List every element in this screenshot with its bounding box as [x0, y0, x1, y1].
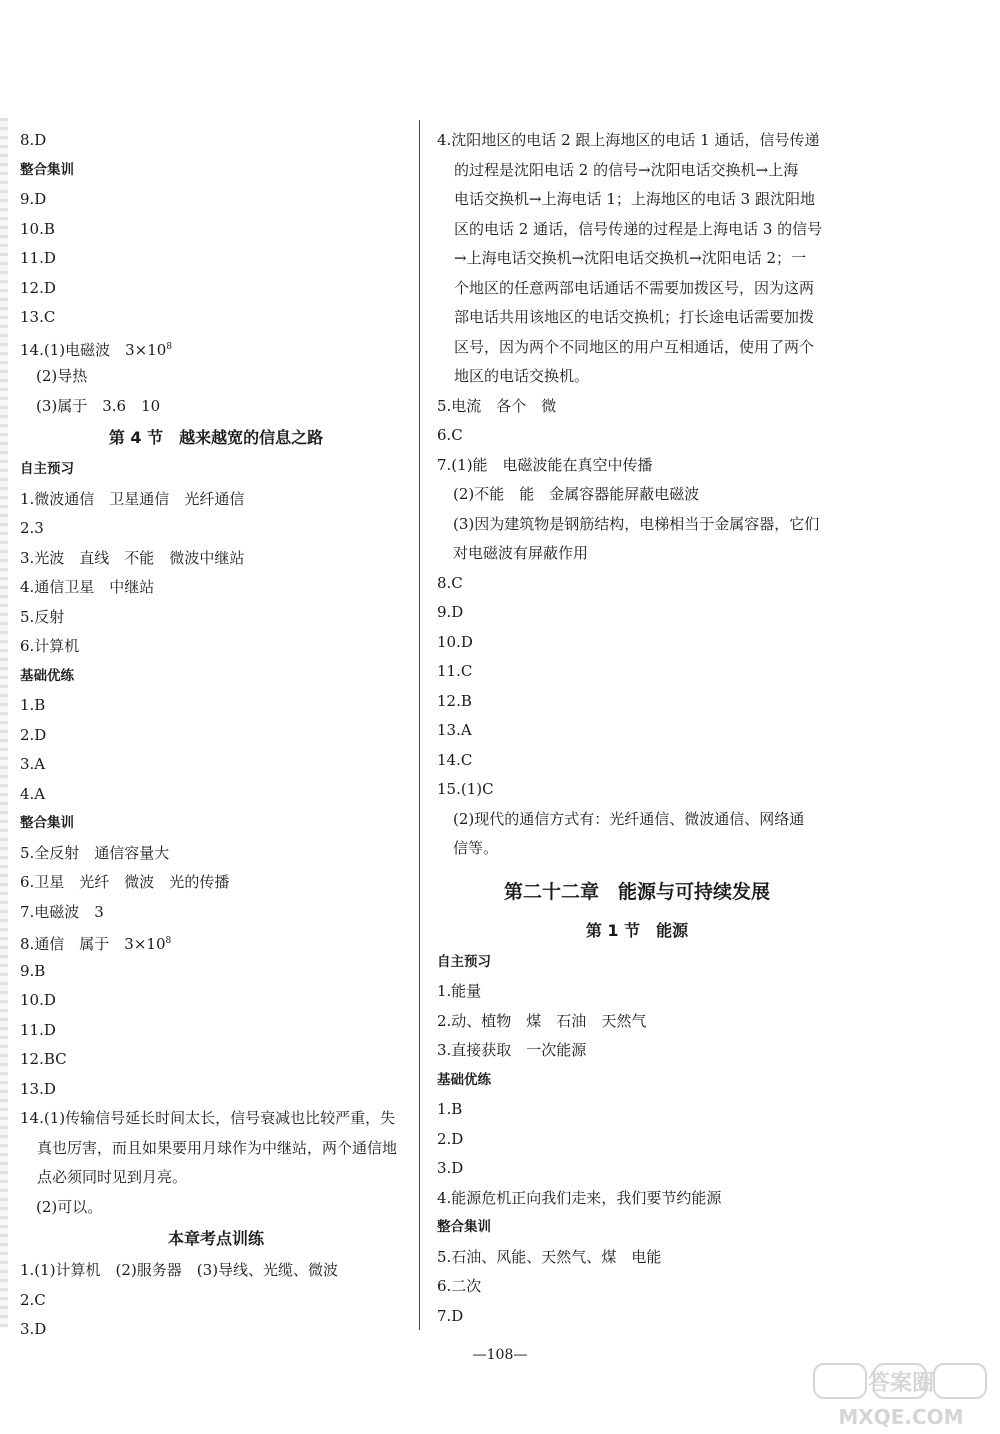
answer-line: (2)不能 能 金属容器能屏蔽电磁波	[453, 485, 700, 503]
chapter-title: 第二十二章 能源与可持续发展	[503, 880, 770, 903]
answer-line: 2.D	[20, 725, 47, 744]
answer-line: 5.电流 各个 微	[437, 396, 557, 415]
answer-line: 8.通信 属于 $3\times 10^8$	[20, 935, 172, 953]
answer-line: 1.B	[20, 696, 46, 714]
answer-line: 点必须同时见到月亮。	[37, 1168, 188, 1186]
answer-line: 1.B	[437, 1100, 463, 1118]
answer-line: 13.A	[437, 721, 472, 739]
answer-line: 2.3	[20, 519, 44, 537]
answer-line: 3.A	[20, 755, 46, 773]
answer-line: 3.光波 直线 不能 微波中继站	[20, 548, 245, 567]
answer-line: (3)因为建筑物是钢筋结构，电梯相当于金属容器，它们	[453, 514, 820, 533]
answer-line: 真也厉害，而且如果要用月球作为中继站，两个通信地	[37, 1138, 398, 1157]
answer-line: (2)现代的通信方式有：光纤通信、微波通信、网络通	[453, 809, 805, 828]
answer-line: 4.能源危机正向我们走来，我们要节约能源	[437, 1188, 722, 1207]
answer-line: 10.D	[437, 632, 473, 651]
answer-line: 11.D	[20, 249, 56, 267]
answer-line: 区号，因为两个不同地区的用户互相通话，使用了两个	[454, 337, 815, 356]
answer-line: 15.(1)C	[437, 780, 494, 798]
answer-line: (2)导热	[36, 367, 88, 385]
watermark-top: 答案圈	[867, 1371, 935, 1396]
answer-line: 5.全反射 通信容量大	[20, 843, 170, 862]
answer-line: 个地区的任意两部电话通话不需要加拨区号，因为这两	[454, 278, 815, 297]
answer-line: 6.二次	[437, 1277, 482, 1295]
answer-line: 7.D	[437, 1306, 464, 1325]
answer-line: 8.D	[20, 131, 47, 149]
answer-line: 14.(1)电磁波 $3\times 10^8$	[20, 340, 173, 359]
answer-line: 2.C	[20, 1290, 46, 1309]
answer-line: 13.D	[20, 1079, 56, 1098]
answer-line: 4.A	[20, 784, 46, 803]
watermark-bottom: MXQE.COM	[838, 1405, 964, 1429]
section-title: 第 4 节 越来越宽的信息之路	[108, 428, 324, 447]
answer-line: 对电磁波有屏蔽作用	[453, 544, 589, 562]
answer-line: 9.D	[20, 190, 47, 208]
answer-line: 14.(1)传输信号延长时间太长，信号衰减也比较严重，失	[20, 1109, 396, 1127]
answer-line: 电话交换机→上海电话 1；上海地区的电话 3 跟沈阳地	[454, 190, 815, 208]
column-divider	[419, 120, 420, 1330]
page-number: —108—	[472, 1347, 528, 1363]
answer-line: 1.(1)计算机 (2)服务器 (3)导线、光缆、微波	[20, 1261, 339, 1279]
answer-line: 9.B	[20, 961, 46, 980]
answer-line: 4.沈阳地区的电话 2 跟上海地区的电话 1 通话，信号传递	[437, 131, 820, 149]
section-title: 本章考点训练	[167, 1229, 264, 1248]
answer-line: 11.C	[437, 662, 473, 680]
subsection-heading: 整合集训	[437, 1219, 491, 1235]
answer-line: 11.D	[20, 1020, 56, 1039]
subsection-heading: 基础优练	[437, 1071, 491, 1088]
subsection-heading: 整合集训	[20, 161, 74, 178]
answer-line: 3.D	[20, 1320, 47, 1338]
answer-line: →上海电话交换机→沈阳电话交换机→沈阳电话 2；一	[454, 249, 807, 267]
subsection-heading: 整合集训	[20, 815, 74, 831]
answer-line: 2.D	[437, 1129, 464, 1148]
answer-line: 12.B	[437, 691, 472, 710]
answer-line: 13.C	[20, 308, 56, 326]
answer-line: 部电话共用该地区的电话交换机；打长途电话需要加拨	[454, 308, 815, 326]
exponent: 8	[165, 936, 172, 946]
answer-line: 的过程是沈阳电话 2 的信号→沈阳电话交换机→上海	[454, 160, 799, 179]
subsection-heading: 基础优练	[20, 667, 74, 684]
watermark-logo	[808, 1360, 994, 1430]
subsection-heading: 自主预习	[437, 953, 491, 970]
exponent: 8	[166, 341, 173, 352]
right-column	[437, 126, 837, 1331]
answer-line: 6.计算机	[20, 637, 80, 655]
answer-line: 3.D	[437, 1159, 464, 1177]
answer-line: 地区的电话交换机。	[454, 367, 590, 385]
answer-line: 2.动、植物 煤 石油 天然气	[437, 1011, 647, 1030]
answer-line: 1.能量	[437, 982, 482, 1000]
answer-line: 6.C	[437, 426, 463, 444]
answer-line: 10.B	[20, 219, 55, 238]
section-title: 第 1 节 能源	[585, 920, 689, 940]
answer-line: 10.D	[20, 991, 56, 1009]
answer-line: 6.卫星 光纤 微波 光的传播	[20, 873, 230, 891]
answer-line: 1.微波通信 卫星通信 光纤通信	[20, 489, 245, 508]
answer-line: 14.C	[437, 750, 473, 769]
answer-line: 5.反射	[20, 607, 65, 626]
left-column	[20, 126, 412, 1345]
answer-line: 3.直接获取 一次能源	[437, 1041, 587, 1059]
binding-edge	[0, 118, 8, 1328]
answer-line: (2)可以。	[36, 1197, 103, 1216]
answer-line: 7.(1)能 电磁波能在真空中传播	[437, 455, 653, 474]
answer-line: 8.C	[437, 573, 463, 592]
answer-line: (3)属于 3.6 10	[36, 396, 161, 415]
answer-line: 12.D	[20, 278, 56, 297]
answer-line: 12.BC	[20, 1050, 67, 1068]
subsection-heading: 自主预习	[20, 461, 74, 477]
answer-line: 7.电磁波 3	[20, 902, 104, 921]
answer-line: 信等。	[453, 839, 499, 857]
answer-line: 区的电话 2 通话，信号传递的过程是上海电话 3 的信号	[454, 219, 823, 238]
answer-line: 5.石油、风能、天然气、煤 电能	[437, 1247, 662, 1266]
answer-line: 4.通信卫星 中继站	[20, 578, 155, 596]
answer-line: 9.D	[437, 603, 464, 621]
